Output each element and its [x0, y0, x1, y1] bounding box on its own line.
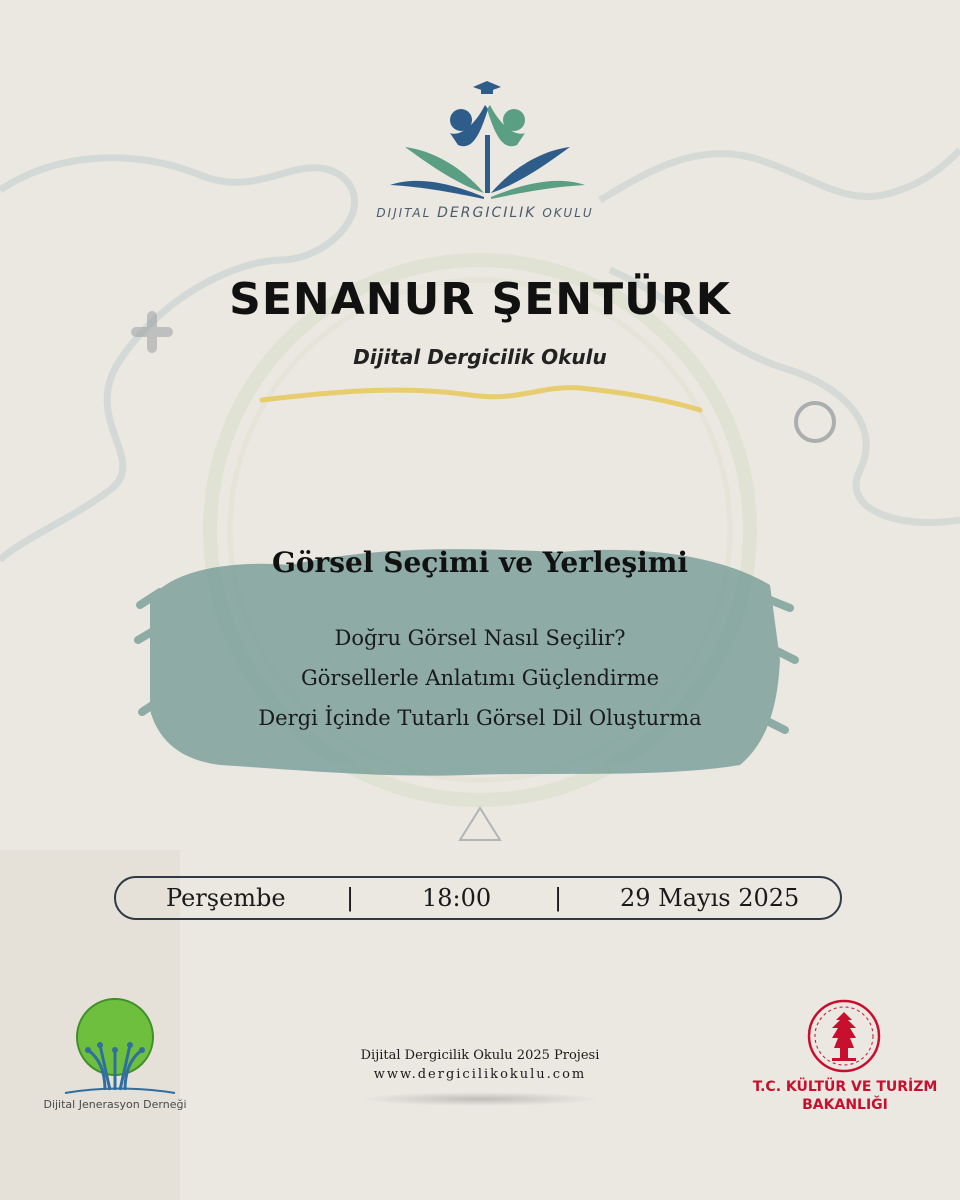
schedule-date: 29 Mayıs 2025: [620, 884, 800, 912]
dijital-jenerasyon-logo: [60, 995, 180, 1095]
topic-item: Görsellerle Anlatımı Güçlendirme: [300, 666, 660, 690]
schedule-separator: |: [346, 884, 355, 912]
topic-title: Görsel Seçimi ve Yerleşimi: [271, 546, 689, 579]
logo-word-main: DERGICILIK: [437, 205, 537, 221]
logo-word-pre: DIJITAL: [376, 206, 432, 220]
wavy-line-right: [600, 150, 960, 523]
ministry-line1: T.C. KÜLTÜR VE TURİZM: [752, 1079, 938, 1095]
event-subtitle: Dijital Dergicilik Okulu: [353, 345, 607, 369]
project-website[interactable]: www.dergicilikokulu.com: [373, 1067, 587, 1082]
small-circle-icon: [796, 403, 834, 441]
ministry-line2: BAKANLIĞI: [802, 1097, 888, 1113]
schedule-separator: |: [554, 884, 563, 912]
speaker-name: SENANUR ŞENTÜRK: [229, 274, 731, 325]
topic-item: Dergi İçinde Tutarlı Görsel Dil Oluşturma: [258, 706, 702, 730]
schedule-day: Perşembe: [166, 884, 286, 912]
footer-shadow: [360, 1092, 600, 1106]
ministry-emblem-icon: [806, 998, 882, 1074]
ministry-name: [740, 1078, 950, 1114]
project-name: Dijital Dergicilik Okulu 2025 Projesi: [360, 1048, 600, 1063]
logo-wordmark: [360, 205, 610, 221]
topic-list: [0, 618, 960, 738]
schedule-time: 18:00: [422, 884, 492, 912]
triangle-icon: [460, 808, 500, 840]
topic-item: Doğru Görsel Nasıl Seçilir?: [334, 626, 626, 650]
logo-word-post: OKULU: [542, 206, 594, 220]
schedule-pill: [114, 876, 842, 920]
yellow-brush-line: [262, 388, 700, 410]
left-org-name: Dijital Jenerasyon Derneği: [43, 1098, 187, 1111]
project-info: [330, 1046, 630, 1084]
